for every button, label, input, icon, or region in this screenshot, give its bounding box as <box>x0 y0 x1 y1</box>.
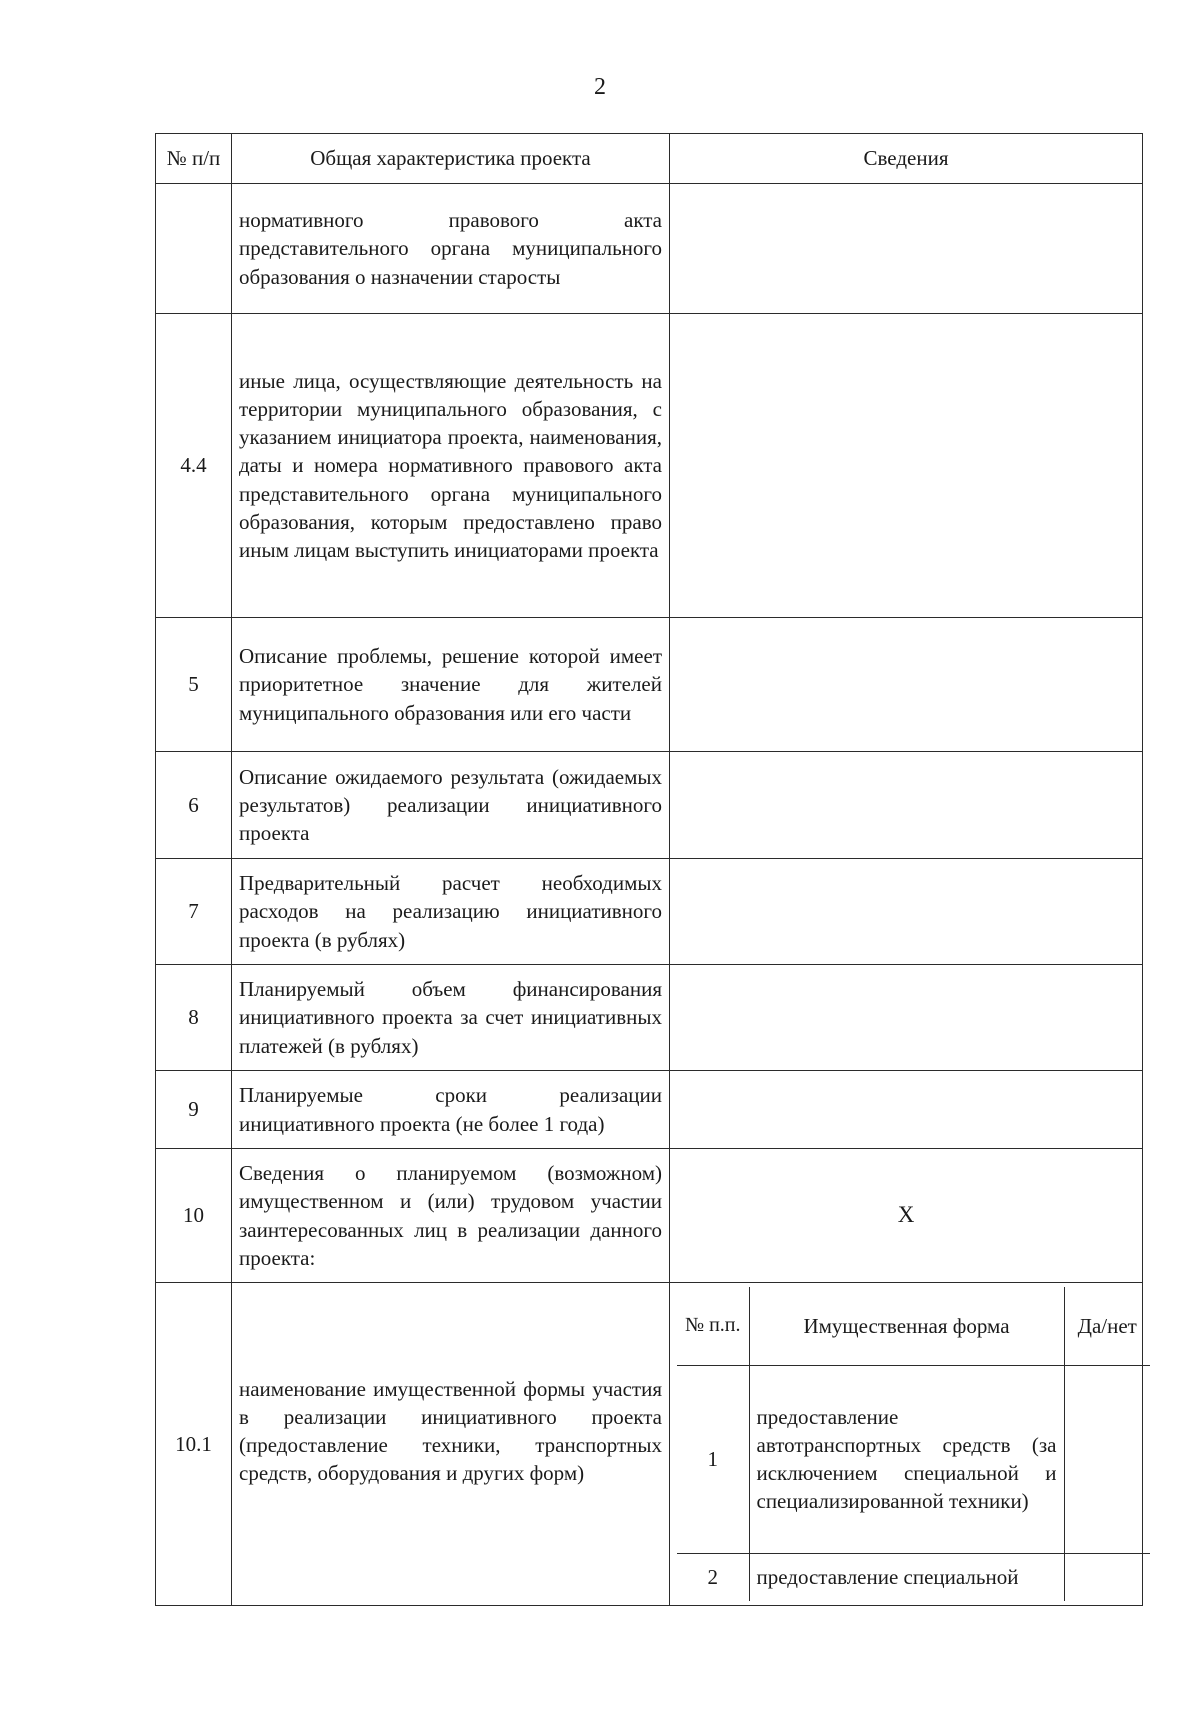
row-num: 5 <box>156 618 232 752</box>
row-num: 10.1 <box>156 1283 232 1606</box>
subtable-row-num: 2 <box>677 1553 749 1601</box>
row-num: 6 <box>156 752 232 859</box>
row-num <box>156 184 232 314</box>
table-row <box>156 618 1143 752</box>
row-info <box>670 314 1143 618</box>
row-text: Описание проблемы, решение которой имеет приоритетное значение для жителей муниципального образования или его части <box>232 618 670 752</box>
row-text: Описание ожидаемого результата (ожидаемых результатов) реализации инициативного проекта <box>232 752 670 859</box>
table-row <box>156 1071 1143 1149</box>
table-row <box>156 184 1143 314</box>
row-text: Сведения о планируемом (возможном) имущественном и (или) трудовом участии заинтересованных лиц в реализации данного проекта: <box>232 1149 670 1283</box>
row-info <box>670 965 1143 1071</box>
row-num: 9 <box>156 1071 232 1149</box>
header-num: № п/п <box>156 134 232 184</box>
row-text: Планируемый объем финансирования инициативного проекта за счет инициативных платежей (в рублях) <box>232 965 670 1071</box>
property-form-subtable <box>677 1287 1150 1601</box>
subtable-row-form: предоставление специальной <box>749 1553 1064 1601</box>
row-info <box>670 184 1143 314</box>
row-num: 7 <box>156 859 232 965</box>
header-info: Сведения <box>670 134 1143 184</box>
page-number: 2 <box>594 74 606 100</box>
subtable-row-yes-no <box>1064 1365 1150 1553</box>
subtable-header-row <box>677 1287 1150 1365</box>
row-text: иные лица, осуществляющие деятельность на территории муниципального образования, с указанием инициатора проекта, наименования, даты и номера нормативного правового акта представительного органа муниципального образования, которым предоставлено право иным лицам выступить инициаторами проекта <box>232 314 670 618</box>
header-characteristic: Общая характеристика проекта <box>232 134 670 184</box>
row-num: 8 <box>156 965 232 1071</box>
row-text: Планируемые сроки реализации инициативного проекта (не более 1 года) <box>232 1071 670 1149</box>
table-header-row <box>156 134 1143 184</box>
project-table <box>155 133 1143 1606</box>
row-info <box>670 859 1143 965</box>
subtable-header-num: № п.п. <box>677 1287 749 1365</box>
table-row-10-1 <box>156 1283 1143 1606</box>
subtable-row-form: предоставление автотранспортных средств (за исключением специальной и специализированной техники) <box>749 1365 1064 1553</box>
row-num: 4.4 <box>156 314 232 618</box>
row-info <box>670 1071 1143 1149</box>
row-info: X <box>670 1149 1143 1283</box>
table-row <box>156 859 1143 965</box>
table-row <box>156 752 1143 859</box>
subtable-header-yes-no: Да/нет <box>1064 1287 1150 1365</box>
subtable-row-num: 1 <box>677 1365 749 1553</box>
table-row <box>156 965 1143 1071</box>
property-form-subtable-cell <box>670 1283 1143 1606</box>
table-row <box>156 314 1143 618</box>
row-text: нормативного правового акта представительного органа муниципального образования о назначении старосты <box>232 184 670 314</box>
row-info <box>670 752 1143 859</box>
row-text: Предварительный расчет необходимых расходов на реализацию инициативного проекта (в рублях) <box>232 859 670 965</box>
subtable-row <box>677 1365 1150 1553</box>
row-num: 10 <box>156 1149 232 1283</box>
table-row <box>156 1149 1143 1283</box>
row-info <box>670 618 1143 752</box>
subtable-row <box>677 1553 1150 1601</box>
subtable-row-yes-no <box>1064 1553 1150 1601</box>
subtable-header-form: Имущественная форма <box>749 1287 1064 1365</box>
row-text: наименование имущественной формы участия в реализации инициативного проекта (предоставление техники, транспортных средств, оборудования и других форм) <box>232 1283 670 1606</box>
